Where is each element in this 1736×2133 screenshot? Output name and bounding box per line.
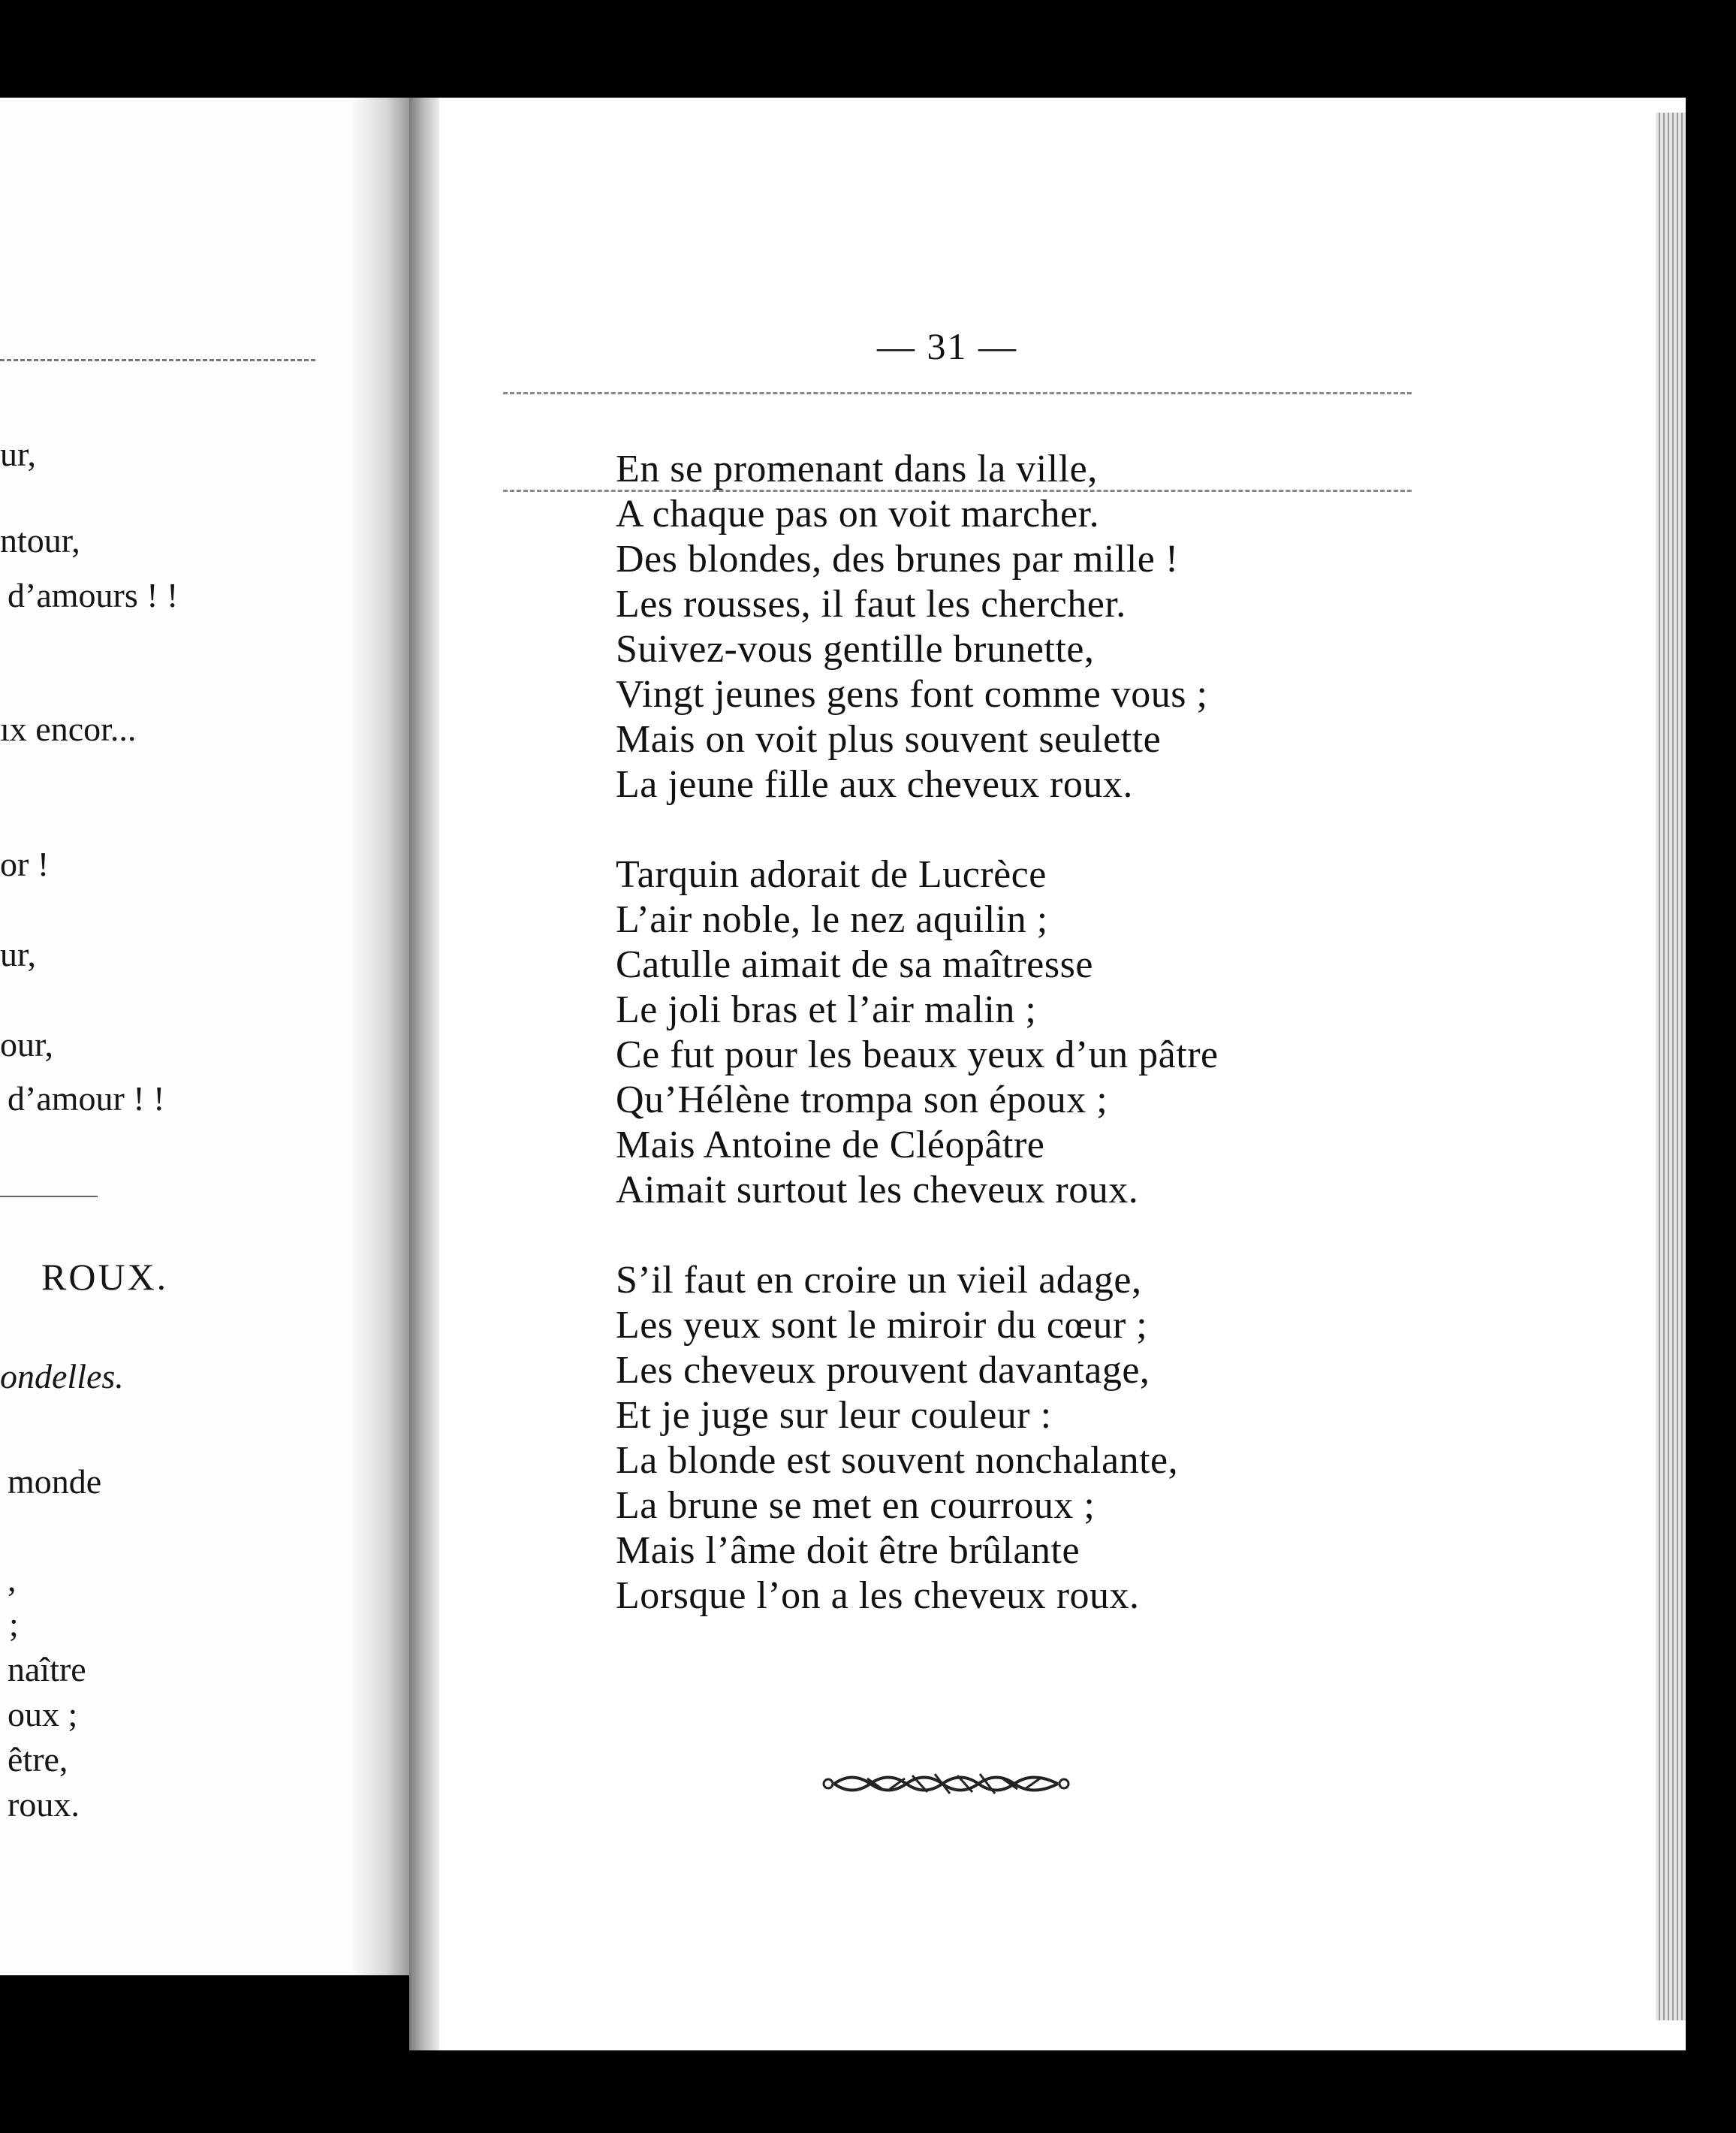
verse-line: Qu’Hélène trompa son époux ; xyxy=(616,1079,1108,1121)
left-fragment: monde xyxy=(8,1462,102,1501)
verse-line: Le joli bras et l’air malin ; xyxy=(616,988,1037,1031)
verse-line: Lorsque l’on a les cheveux roux. xyxy=(616,1574,1140,1617)
left-fragment: naître xyxy=(8,1650,86,1688)
left-fragment: être, xyxy=(8,1740,68,1779)
verse-line: Ce fut pour les beaux yeux d’un pâtre xyxy=(616,1033,1219,1076)
left-fragment: ; xyxy=(9,1605,19,1643)
page-number: — 31 — xyxy=(877,325,1017,367)
book-spine-shadow xyxy=(409,98,439,2050)
tailpiece-ornament-icon xyxy=(822,1765,1070,1806)
left-fragment: ondelles. xyxy=(0,1357,124,1395)
verse-line: A chaque pas on voit marcher. xyxy=(616,493,1100,536)
verse-line: La brune se met en courroux ; xyxy=(616,1484,1096,1527)
left-fragment: ıx encor... xyxy=(0,710,137,748)
verse-line: Suivez-vous gentille brunette, xyxy=(616,628,1095,671)
page-fore-edge xyxy=(1656,113,1686,2020)
verse-line: S’il faut en croire un vieil adage, xyxy=(616,1259,1142,1302)
verse-line: Mais Antoine de Cléopâtre xyxy=(616,1124,1045,1166)
verse-line: La jeune fille aux cheveux roux. xyxy=(616,763,1133,806)
verse-line: La blonde est souvent nonchalante, xyxy=(616,1439,1179,1482)
left-page-gutter xyxy=(353,98,409,1975)
page-head-rule xyxy=(503,392,1412,394)
verse-line: Les cheveux prouvent davantage, xyxy=(616,1349,1150,1392)
verse-line: Aimait surtout les cheveux roux. xyxy=(616,1169,1139,1211)
stanza-1 xyxy=(616,447,1367,807)
left-fragment: d’amour ! ! xyxy=(8,1079,165,1118)
left-page-head-rule xyxy=(0,359,315,361)
verse-line: Mais l’âme doit être brûlante xyxy=(616,1529,1080,1572)
verse-line: Des blondes, des brunes par mille ! xyxy=(616,538,1179,581)
left-title-fragment: ROUX. xyxy=(41,1256,169,1298)
left-fragment: oux ; xyxy=(8,1695,78,1733)
left-fragment: ur, xyxy=(0,935,36,973)
left-fragment: roux. xyxy=(8,1785,80,1824)
verse-line: L’air noble, le nez aquilin ; xyxy=(616,898,1048,941)
verse-line: Et je juge sur leur couleur : xyxy=(616,1394,1052,1437)
left-fragment: ntour, xyxy=(0,521,80,560)
left-fragment: ur, xyxy=(0,435,36,473)
verse-line: Les rousses, il faut les chercher. xyxy=(616,583,1126,626)
verse-line: Tarquin adorait de Lucrèce xyxy=(616,853,1047,896)
left-page xyxy=(0,98,409,1975)
poem xyxy=(616,447,1367,1664)
verse-line: Vingt jeunes gens font comme vous ; xyxy=(616,673,1208,716)
stanza-2 xyxy=(616,852,1367,1213)
verse-line: Les yeux sont le miroir du cœur ; xyxy=(616,1304,1148,1347)
left-fragment: or ! xyxy=(0,845,50,883)
left-fragment: d’amours ! ! xyxy=(8,576,179,614)
left-fragment: our, xyxy=(0,1025,53,1063)
left-page-rule xyxy=(0,1196,98,1197)
verse-line: Mais on voit plus souvent seulette xyxy=(616,718,1162,761)
stanza-3 xyxy=(616,1258,1367,1619)
verse-line: Catulle aimait de sa maîtresse xyxy=(616,943,1093,986)
left-fragment: , xyxy=(8,1560,17,1598)
verse-line: En se promenant dans la ville, xyxy=(616,448,1098,490)
